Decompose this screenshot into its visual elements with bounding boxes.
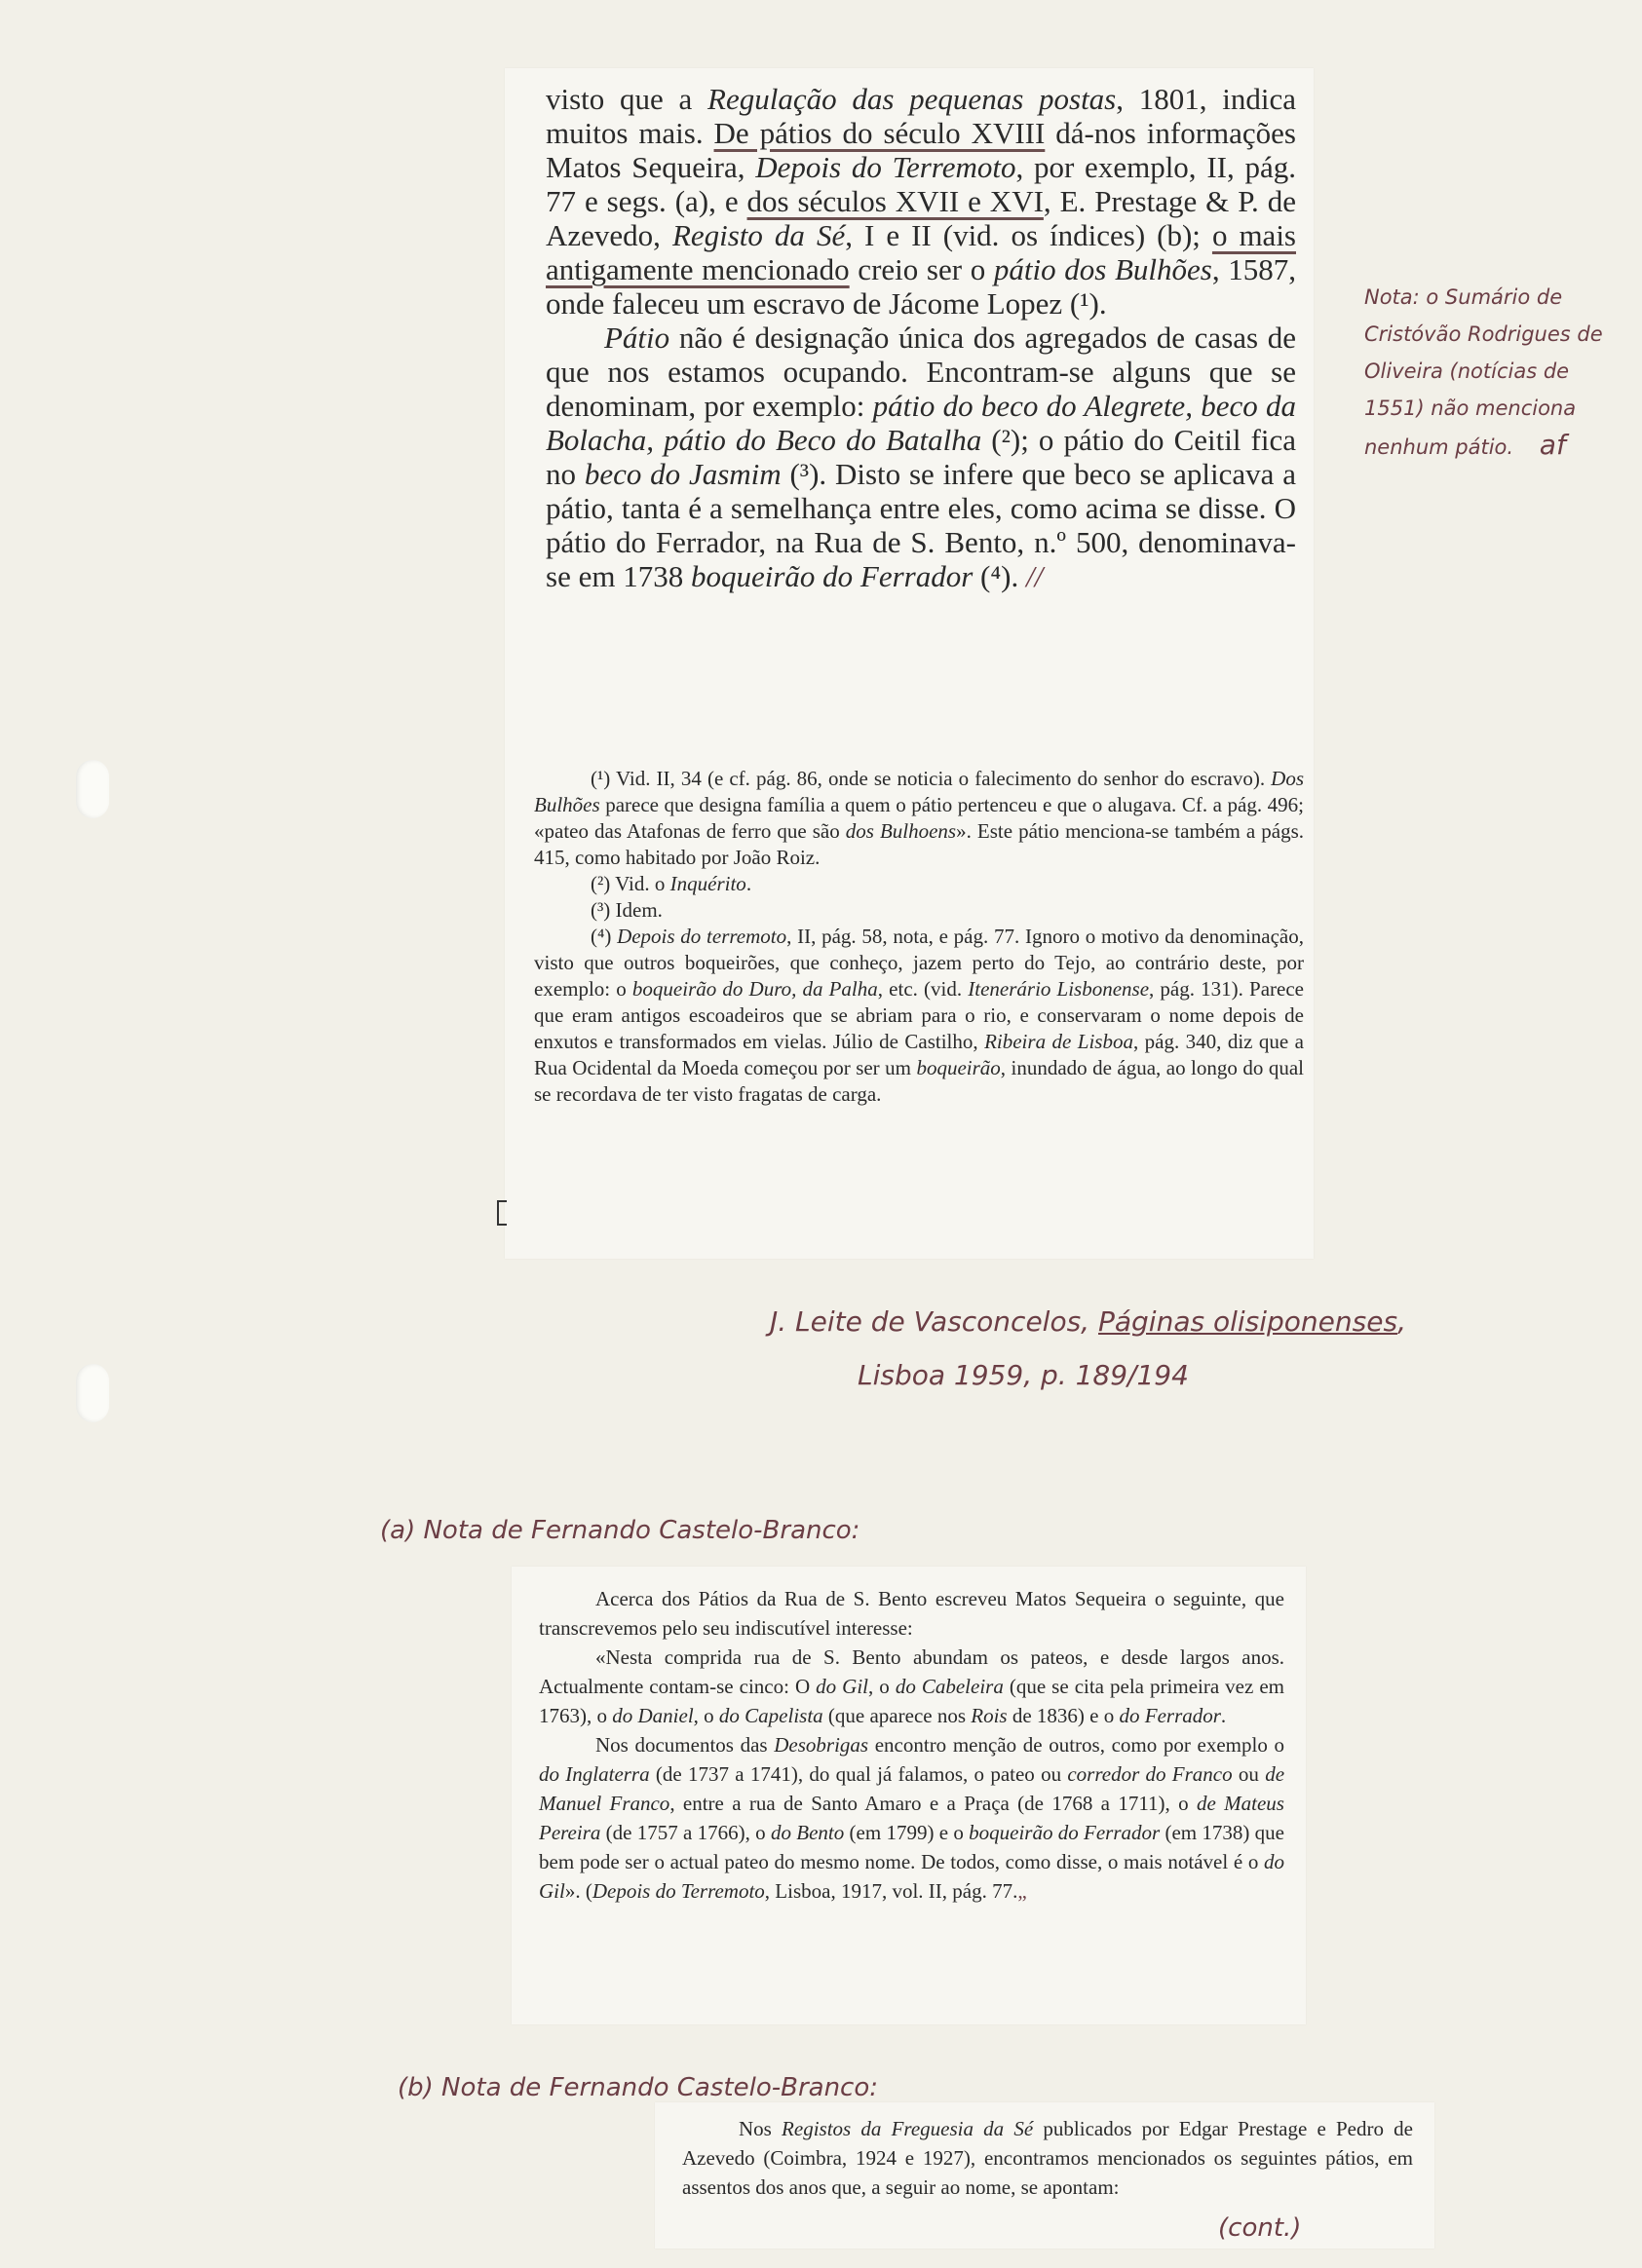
footnote-2: (²) Vid. o Inquérito. xyxy=(591,872,752,895)
source-citation: J. Leite de Vasconcelos, Páginas olisiponenses, xyxy=(770,1305,1406,1338)
note-b-paragraph-1: Nos Registos da Freguesia da Sé publicados por Edgar Prestage e Pedro de Azevedo (Coimbra, 1924 e 1927), encontramos mencionados os seguintes pátios, em assentos dos anos que, a seguir ao nome, se apontam: xyxy=(682,2117,1413,2199)
paragraph-1: visto que a Regulação das pequenas postas, 1801, indica muitos mais. De pátios do século XVIII dá-nos informações Matos Sequeira, Depois do Terremoto, por exemplo, II, pág. 77 e segs. (a), e dos séculos XVII e XVI, E. Prestage & P. de Azevedo, Registo da Sé, I e II (vid. os índices) (b); o mais antigamente mencionado creio ser o pátio dos Bulhões, 1587, onde faleceu um escravo de Jácome Lopez (¹). xyxy=(546,82,1296,321)
footnote-1: (¹) Vid. II, 34 (e cf. pág. 86, onde se noticia o falecimento do senhor do escravo). Dos Bulhões parece que designa família a quem o pátio pertenceu e que o alugava. Cf. a pág. 496; «pateo das Atafonas de ferro que são dos Bulhoens». Este pátio menciona-se também a págs. 415, como habitado por João Roiz. xyxy=(534,767,1304,869)
binder-hole-bottom xyxy=(76,1364,109,1422)
note-a-header: (a) Nota de Fernando Castelo-Branco: xyxy=(380,1516,860,1545)
footnotes xyxy=(534,766,1304,1108)
main-text-clipping xyxy=(505,68,1314,1259)
edge-bracket-mark xyxy=(497,1200,507,1226)
footnote-3: (³) Idem. xyxy=(591,898,663,922)
underlined-phrase: dos séculos XVII e XVI xyxy=(746,184,1044,218)
source-citation-line-2: Lisboa 1959, p. 189/194 xyxy=(858,1359,1189,1391)
continued-mark: (cont.) xyxy=(1218,2213,1302,2243)
main-text xyxy=(546,82,1296,593)
note-b-clipping xyxy=(655,2102,1434,2249)
note-a-paragraph-2: «Nesta comprida rua de S. Bento abundam os pateos, e desde largos anos. Actualmente contam-se cinco: O do Gil, o do Cabeleira (que se cita pela primeira vez em 1763), o do Daniel, o do Capelista (que aparece nos Rois de 1836) e o do Ferrador. xyxy=(539,1645,1284,1727)
footnote-4: (⁴) Depois do terremoto, II, pág. 58, nota, e pág. 77. Ignoro o motivo da denominação, visto que outros boqueirões, que conheço, jazem perto do Tejo, ao contrário deste, por exemplo: o boqueirão do Duro, da Palha, etc. (vid. Itenerário Lisbonense, pág. 131). Parece que eram antigos escoadeiros que se abriam para o rio, e conservaram o nome depois de enxutos e transformados em vielas. Júlio de Castilho, Ribeira de Lisboa, pág. 340, diz que a Rua Ocidental da Moeda começou por ser um boqueirão, inundado de água, ao longo do qual se recordava de ter visto fragatas de carga. xyxy=(534,925,1304,1106)
note-b-header: (b) Nota de Fernando Castelo-Branco: xyxy=(398,2073,879,2102)
margin-note: Nota: o Sumário de Cristóvão Rodrigues de Oliveira (notícias de 1551) não menciona nenhum pátio. af xyxy=(1364,285,1603,461)
note-a-paragraph-1: Acerca dos Pátios da Rua de S. Bento escreveu Matos Sequeira o seguinte, que transcrevemos pelo seu indiscutível interesse: xyxy=(539,1587,1284,1640)
binder-hole-top xyxy=(76,760,109,818)
note-a-text xyxy=(539,1584,1284,1906)
source-title: Páginas olisiponenses xyxy=(1097,1305,1398,1338)
note-b-text xyxy=(682,2114,1413,2202)
note-a-clipping xyxy=(512,1567,1306,2024)
underlined-phrase: De pátios do século XVIII xyxy=(713,116,1046,150)
close-quote-mark: „ xyxy=(1017,1879,1027,1903)
note-a-paragraph-3: Nos documentos das Desobrigas encontro menção de outros, como por exemplo o do Inglaterra (de 1737 a 1741), do qual já falamos, o pateo ou corredor do Franco ou de Manuel Franco, entre a rua de Santo Amaro e a Praça (de 1768 a 1711), o de Mateus Pereira (de 1757 a 1766), o do Bento (em 1799) e o boqueirão do Ferrador (em 1738) que bem pode ser o actual pateo do mesmo nome. De todos, como disse, o mais notável é o do Gil». (Depois do Terremoto, Lisboa, 1917, vol. II, pág. 77.„ xyxy=(539,1733,1285,1903)
paragraph-2: Pátio não é designação única dos agregados de casas de que nos estamos ocupando. Encontram-se alguns que se denominam, por exemplo: pátio do beco do Alegrete, beco da Bolacha, pátio do Beco do Batalha (²); o pátio do Ceitil fica no beco do Jasmim (³). Disto se infere que beco se aplicava a pátio, tanta é a semelhança entre eles, como acima se disse. O pátio do Ferrador, na Rua de S. Bento, n.º 500, denominava-se em 1738 boqueirão do Ferrador (⁴). // xyxy=(546,321,1297,593)
margin-initials: af xyxy=(1539,429,1566,461)
underlined-phrase: o mais antigamente mencionado xyxy=(546,218,1296,286)
end-mark: // xyxy=(1026,559,1044,593)
